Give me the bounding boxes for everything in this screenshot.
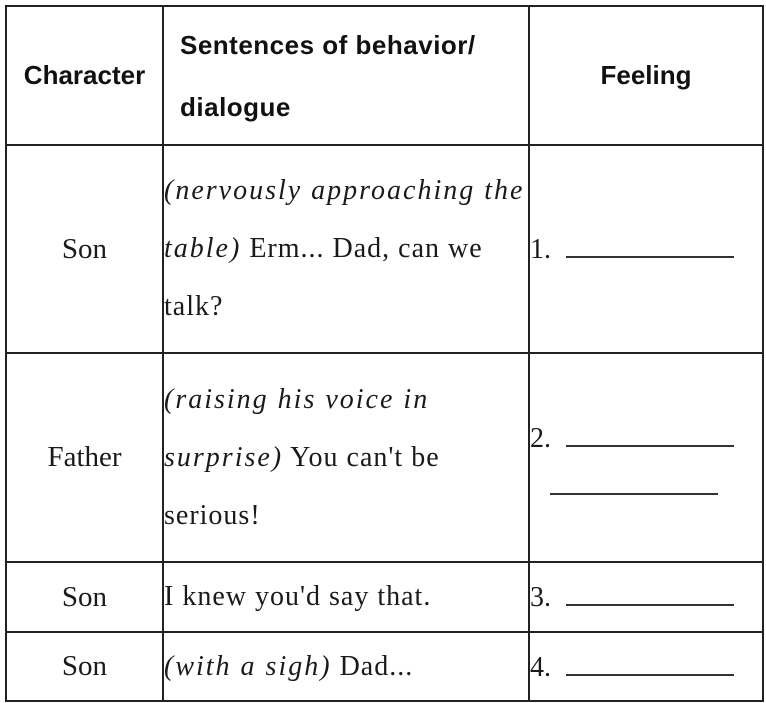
sentence-cell — [163, 562, 529, 632]
table-row — [6, 632, 763, 701]
header-sentences: Sentences of behavior/ dialogue — [163, 6, 529, 145]
sentence-cell — [163, 353, 529, 562]
character-cell: Father — [6, 353, 163, 562]
feeling-number: 2. — [530, 422, 551, 454]
feeling-cell — [529, 562, 763, 632]
feelings-table — [5, 5, 764, 702]
character-cell: Son — [6, 562, 163, 632]
answer-blank[interactable] — [566, 232, 734, 258]
table-row — [6, 353, 763, 562]
sentence-cell — [163, 145, 529, 353]
header-row — [6, 6, 763, 145]
feeling-cell — [529, 145, 763, 353]
feeling-cell — [529, 353, 763, 562]
dialogue-text: Erm... Dad, can we talk? — [164, 233, 483, 322]
sentence-cell — [163, 632, 529, 701]
character-cell: Son — [6, 145, 163, 353]
answer-blank[interactable] — [566, 650, 734, 676]
header-feeling: Feeling — [529, 6, 763, 145]
stage-direction: (nervously approaching the table) — [164, 175, 525, 264]
table-row — [6, 145, 763, 353]
header-character: Character — [6, 6, 163, 145]
stage-direction: (with a sigh) — [164, 650, 332, 682]
feeling-number: 4. — [530, 651, 551, 683]
feeling-number: 1. — [530, 234, 551, 265]
character-cell: Son — [6, 632, 163, 701]
answer-blank[interactable] — [566, 421, 734, 447]
dialogue-text: I knew you'd say that. — [164, 581, 432, 612]
table-row — [6, 562, 763, 632]
feeling-cell — [529, 632, 763, 701]
answer-blank-continuation[interactable] — [550, 483, 718, 495]
feeling-number: 3. — [530, 582, 551, 613]
stage-direction: (raising his voice in surprise) — [164, 383, 430, 473]
answer-blank[interactable] — [566, 580, 734, 606]
dialogue-text: Dad... — [339, 650, 414, 682]
dialogue-text: You can't be serious! — [164, 441, 440, 531]
